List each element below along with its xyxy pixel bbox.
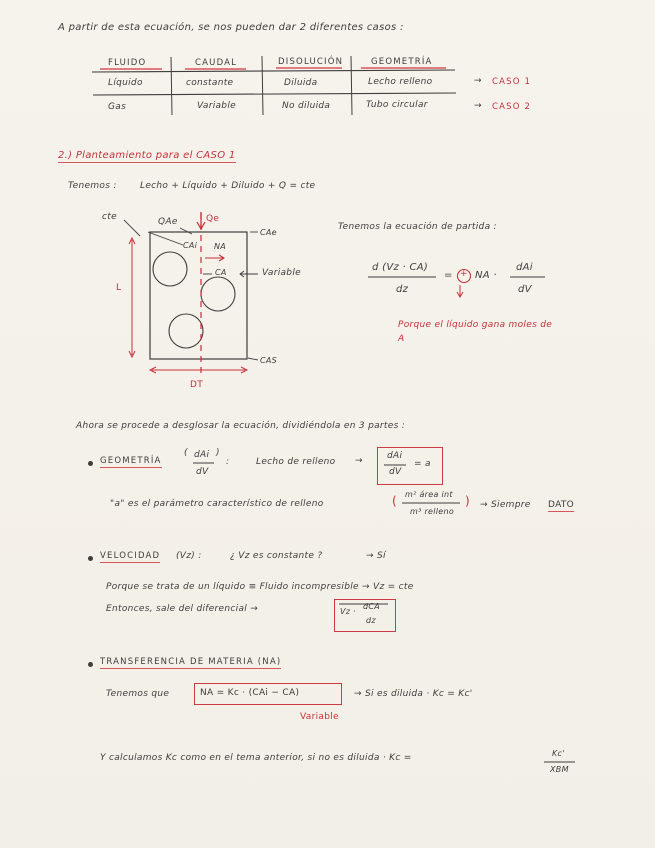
eq-lhs-denominator: dz <box>396 284 409 295</box>
geometria-colon: : <box>226 457 230 467</box>
diagram-cai-label: CAi <box>183 241 198 250</box>
table-cell: Variable <box>197 101 236 111</box>
diagram-qae-label: QAe <box>158 217 178 227</box>
case2-arrow: → <box>474 101 482 111</box>
geometria-arrow: → <box>355 456 363 466</box>
eq-equals: = <box>444 270 453 281</box>
table-cell: Lecho relleno <box>368 77 433 87</box>
table-header-disolucion: DISOLUCIÓN <box>278 57 344 67</box>
velocidad-boxed-den: dz <box>366 616 376 625</box>
transferencia-tenemos: Tenemos que <box>106 689 170 699</box>
table-cell: Líquido <box>108 78 143 88</box>
velocidad-answer: → Sí <box>366 551 386 561</box>
eq-lhs-numerator: d (Vz · CA) <box>372 262 429 273</box>
transferencia-kc-den: XBM <box>550 765 569 774</box>
geometria-desc: Lecho de relleno <box>256 457 336 467</box>
table-cell: constante <box>186 78 234 88</box>
transferencia-calc: Y calculamos Kc como en el tema anterior, si no es diluida · Kc = <box>100 753 412 763</box>
transferencia-variable: Variable <box>300 712 339 722</box>
velocidad-line2: Porque se trata de un líquido ≡ Fluido incompresible → Vz = cte <box>106 582 414 592</box>
table-header-caudal: CAUDAL <box>195 58 238 68</box>
diagram-cas-label: CAS <box>260 356 278 365</box>
diagram-variable-label: Variable <box>262 268 301 278</box>
velocidad-boxed-lhs: Vz · <box>340 607 356 616</box>
geometria-paren-open: ( <box>184 448 188 458</box>
geometria-a-desc: "a" es el parámetro característico de relleno <box>110 499 324 509</box>
geometria-paren-close: ) <box>216 448 220 458</box>
transferencia-kc-num: Kc' <box>552 749 565 758</box>
geometria-units-num: m² área int <box>405 490 453 499</box>
diagram-dt-label: DT <box>190 380 204 390</box>
velocidad-sym: (Vz) : <box>176 551 202 561</box>
intro-text: A partir de esta ecuación, se nos pueden dar 2 diferentes casos : <box>58 22 404 33</box>
units-paren-open: ( <box>392 494 397 508</box>
transferencia-title: TRANSFERENCIA DE MATERIA (NA) <box>100 657 282 667</box>
geometria-boxed-rhs: = a <box>414 459 431 469</box>
geometria-dato: DATO <box>548 500 575 510</box>
table-cell: Diluida <box>284 78 318 88</box>
diagram-ca-label: CA <box>215 268 227 277</box>
diagram-cae-label: CAe <box>260 228 277 237</box>
velocidad-question: ¿ Vz es constante ? <box>230 551 323 561</box>
table-header-fluido: FLUIDO <box>108 58 147 68</box>
diagram-na-label: NA <box>214 242 227 251</box>
case2-label: CASO 2 <box>492 102 532 112</box>
equation-intro: Tenemos la ecuación de partida : <box>338 222 497 232</box>
case1-label: CASO 1 <box>492 77 532 87</box>
geometria-siempre: → Siempre <box>480 500 531 510</box>
eq-rhs-numerator: dAi <box>516 262 533 273</box>
velocidad-title: VELOCIDAD <box>100 551 161 561</box>
transferencia-boxed-text: NA = Kc · (CAi − CA) <box>200 688 300 698</box>
eq-rhs-denominator: dV <box>518 284 532 295</box>
units-paren-close: ) <box>465 494 470 508</box>
eq-na: NA · <box>475 270 497 281</box>
geometria-units-den: m³ relleno <box>410 507 455 516</box>
diagram-qe-label: Qe <box>206 214 220 224</box>
table-cell: No diluida <box>282 101 331 111</box>
table-cell: Tubo circular <box>366 100 428 110</box>
bullet-dot <box>88 556 93 561</box>
velocidad-boxed-num: dCA <box>363 602 381 611</box>
table-cell: Gas <box>108 102 127 112</box>
geometria-boxed-num: dAi <box>387 451 403 461</box>
tenemos-label: Tenemos : <box>68 181 117 191</box>
eq-plus-sign: + <box>460 269 468 279</box>
transferencia-diluida: → Si es diluida · Kc = Kc' <box>354 689 473 699</box>
geometria-frac-num: dAi <box>194 450 210 460</box>
parts-intro: Ahora se procede a desglosar la ecuación, dividiéndola en 3 partes : <box>76 421 406 431</box>
bullet-dot <box>88 662 93 667</box>
geometria-title: GEOMETRÍA <box>100 456 162 466</box>
section-title: 2.) Planteamiento para el CASO 1 <box>58 150 236 161</box>
diagram-l-label: L <box>116 283 122 293</box>
table-header-geometria: GEOMETRÍA <box>371 57 433 67</box>
diagram-cte-label: cte <box>102 212 117 222</box>
geometria-frac-den: dV <box>196 467 209 477</box>
tenemos-text: Lecho + Líquido + Diluido + Q = cte <box>140 181 316 191</box>
geometria-boxed-den: dV <box>389 467 402 477</box>
case1-arrow: → <box>474 76 482 86</box>
velocidad-line3: Entonces, sale del diferencial → <box>106 604 259 614</box>
eq-note: Porque el líquido gana moles de A <box>398 320 553 344</box>
